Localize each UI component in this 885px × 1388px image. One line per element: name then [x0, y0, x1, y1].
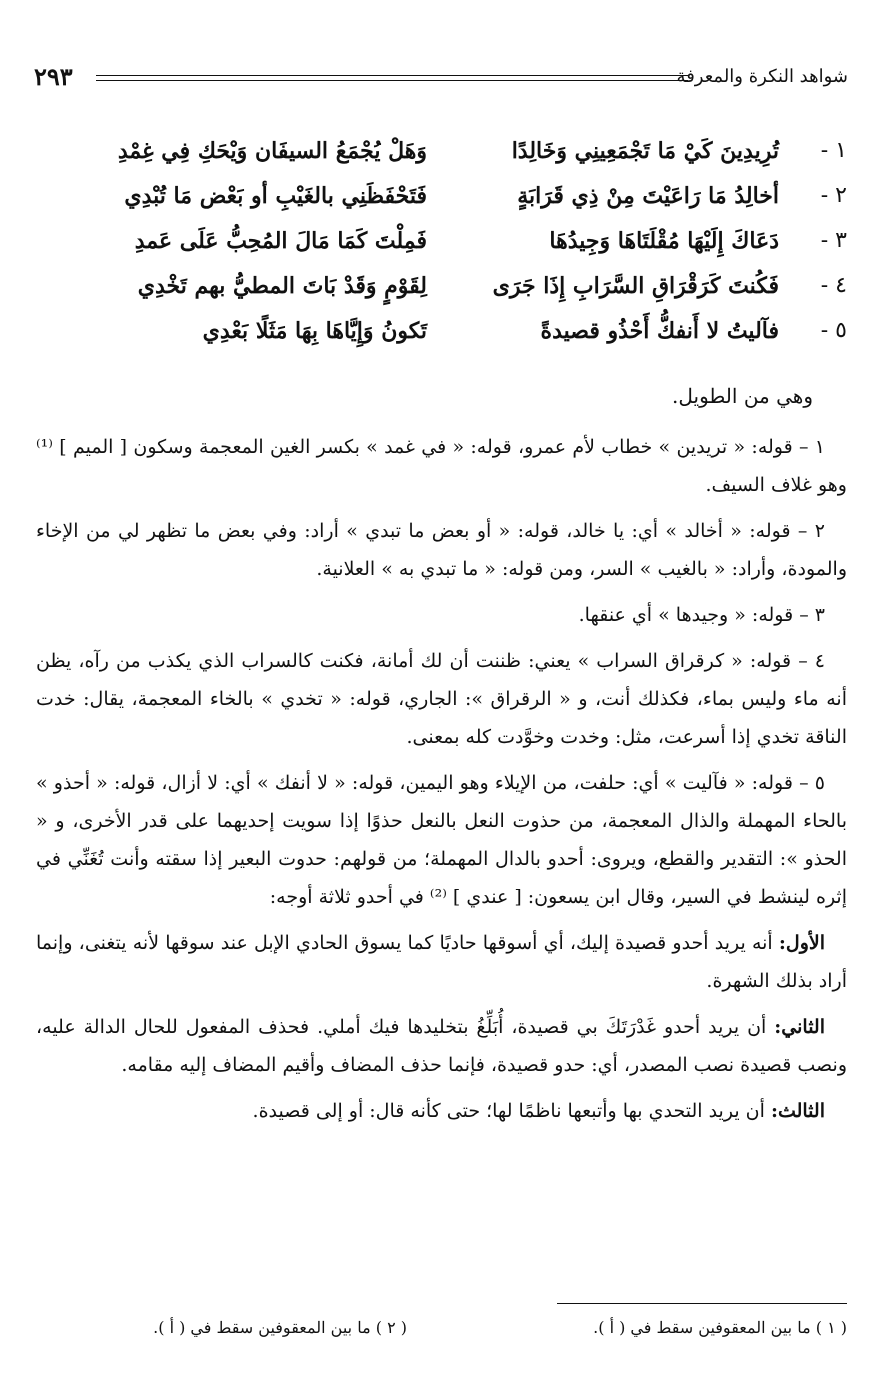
- verse-number: ٢ -: [820, 183, 847, 208]
- poem-verses: [70, 132, 847, 357]
- verse-row: [70, 177, 847, 222]
- page-header: [34, 62, 848, 94]
- aspect-text: أن يريد التحدي بها وأتبعها ناظمًا لها؛ حتى كأنه قال: أو إلى قصيدة.: [252, 1100, 765, 1122]
- aspect-paragraph: [36, 924, 847, 1000]
- verse-first-hemistich: فآليتُ لا أَنفكُّ أَحْذُو قصيدةً: [540, 318, 779, 344]
- verse-number: ٣ -: [820, 228, 847, 253]
- verse-number: ١ -: [820, 138, 847, 163]
- aspect-label: الأول:: [778, 932, 825, 954]
- verse-second-hemistich: لِقَوْمٍ وَقَدْ بَاتَ المطيُّ بهم تَخْدِي: [137, 273, 427, 299]
- verse-row: [70, 222, 847, 267]
- meter-note: وهي من الطويل.: [672, 384, 813, 408]
- commentary-paragraph: ٥ – قوله: « فآليت » أي: حلفت، من الإيلاء وهو اليمين، قوله: « لا أنفك » أي: لا أزال، قوله: « أحذو » بالحاء المهملة والذال المعجمة، من حذوت النعل بالنعل حذوًا إذا سويت إحديهما على قدر الأخرى، و « الحذو »: التقدير والقطع، ويروى: أحدو بالدال المهملة؛ من قولهم: حدوت البعير إذا سقته وأنت تُغَنِّي في إثره لينشط في السير، وقال ابن يسعون: [ عندي ] ⁽²⁾ في أحدو ثلاثة أوجه:: [36, 772, 847, 908]
- footnote: ( ٢ ) ما بين المعقوفين سقط في ( أ ).: [153, 1318, 407, 1337]
- footnote-rule: [557, 1303, 847, 1304]
- verse-row: [70, 312, 847, 357]
- footnote: ( ١ ) ما بين المعقوفين سقط في ( أ ).: [593, 1318, 847, 1337]
- aspect-text: أن يريد أحدو غَدْرَتَكَ بي قصيدة، أُبَلِّغُ بتخليدها فيك أملي. فحذف المفعول للحال الدالة عليه، ونصب قصيدة نصب المصدر، أي: حدو قصيدة، فإنما حذف المضاف وأقيم المضاف إليه مقامه.: [36, 1016, 847, 1076]
- verse-second-hemistich: وَهَلْ يُجْمَعُ السيفَان وَيْحَكِ فِي غِمْدِ: [117, 138, 427, 164]
- verse-second-hemistich: فَتَحْفَظَنِي بالغَيْبِ أو بَعْض مَا تُبْدِي: [124, 183, 427, 209]
- aspect-paragraph: [36, 1008, 847, 1084]
- aspect-label: الثاني:: [774, 1016, 825, 1038]
- verse-first-hemistich: فَكُنتَ كَرَقْرَاقِ السَّرَابِ إِذَا جَرَى: [492, 273, 779, 299]
- running-title: شواهد النكرة والمعرفة: [676, 66, 848, 87]
- verse-number: ٤ -: [820, 273, 847, 298]
- commentary-body: [36, 428, 847, 1138]
- verse-row: [70, 132, 847, 177]
- verse-second-hemistich: تَكونُ وَإِيَّاهَا بِهَا مَثَلًا بَعْدِي: [202, 318, 427, 344]
- commentary-paragraph: ٢ – قوله: « أخالد » أي: يا خالد، قوله: « أو بعض ما تبدي » أراد: وفي بعض ما تظهر لي من الإخاء والمودة، وأراد: « بالغيب » السر، ومن قوله: « ما تبدي به » العلانية.: [36, 520, 847, 580]
- verse-first-hemistich: تُرِيدِينَ كَيْ مَا تَجْمَعِينِي وَخَالِدًا: [511, 138, 779, 164]
- commentary-paragraph: ٤ – قوله: « كرقراق السراب » يعني: ظننت أن لك أمانة، فكنت كالسراب الذي يكذب من رآه، يظن أنه ماء وليس بماء، فكذلك أنت، و « الرقراق »: الجاري، قوله: « تخدي » بالخاء المعجمة، يقال: خدت الناقة تخدي إذا أسرعت، مثل: وخدت وخوَّدت كله بمعنى.: [36, 650, 847, 748]
- verse-row: [70, 267, 847, 312]
- aspect-paragraph: [36, 1092, 847, 1130]
- commentary-paragraph: ٣ – قوله: « وجيدها » أي عنقها.: [578, 604, 825, 626]
- aspect-label: الثالث:: [770, 1100, 825, 1122]
- header-rule: [96, 75, 688, 81]
- verse-first-hemistich: أخالِدُ مَا رَاعَيْتَ مِنْ ذِي قَرَابَةٍ: [517, 183, 779, 209]
- verse-second-hemistich: فَمِلْتَ كَمَا مَالَ المُحِبُّ عَلَى عَمدِ: [134, 228, 427, 254]
- verse-first-hemistich: دَعَاكَ إِلَيْهَا مُقْلَتَاهَا وَجِيدُهَا: [549, 228, 779, 254]
- aspect-text: أنه يريد أحدو قصيدة إليك، أي أسوقها حاديًا كما يسوق الحادي الإبل عند سوقها لأنه يتغنى، وإنما أراد بذلك الشهرة.: [36, 932, 847, 992]
- verse-number: ٥ -: [820, 318, 847, 343]
- page-number: ٢٩٣: [34, 62, 73, 91]
- commentary-paragraph: ١ – قوله: « تريدين » خطاب لأم عمرو، قوله: « في غمد » بكسر الغين المعجمة وسكون [ الميم ] ⁽¹⁾ وهو غلاف السيف.: [36, 436, 847, 496]
